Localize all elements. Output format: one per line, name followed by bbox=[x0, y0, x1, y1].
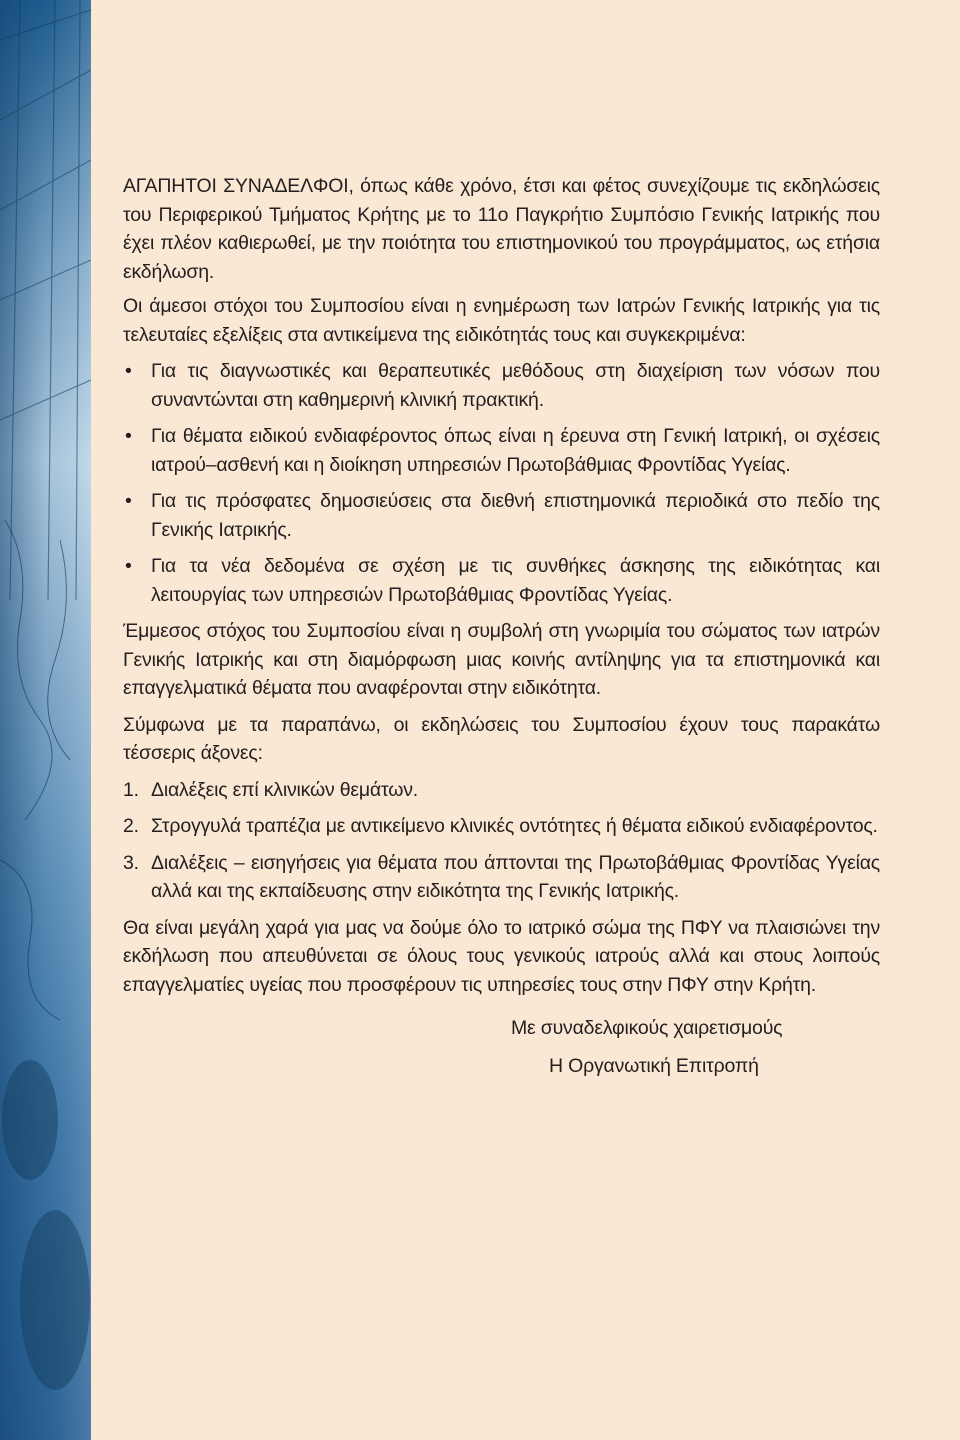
list-item-text: Για τα νέα δεδομένα σε σχέση με τις συνθήκες άσκησης της ειδικότητας και λειτουργίας των υπηρεσιών Πρωτοβάθμιας Φροντίδας Υγείας. bbox=[151, 555, 880, 606]
decorative-side-image bbox=[0, 0, 91, 1440]
list-item-text: Για τις πρόσφατες δημοσιεύσεις στα διεθνή επιστημονικά περιοδικά στο πεδίο της Γενικής Ιατρικής. bbox=[151, 490, 880, 541]
bullet-icon: • bbox=[125, 555, 132, 577]
list-number: 1. bbox=[123, 778, 139, 801]
bullet-icon: • bbox=[125, 425, 132, 447]
list-item-text: Στρογγυλά τραπέζια με αντικείμενο κλινικές οντότητες ή θέματα ειδικού ενδιαφέροντος. bbox=[151, 815, 878, 837]
closing-paragraph: Θα είναι μεγάλη χαρά για μας να δούμε όλο το ιατρικό σώμα της ΠΦΥ να πλαισιώνει την εκδήλωση που απευθύνεται σε όλους τους γενικούς ιατρούς αλλά και στους λοιπούς επαγγελματίες υγείας που προσφέρουν τις υπηρεσίες τους στην ΠΦΥ στην Κρήτη. bbox=[123, 916, 880, 996]
list-item-text: Για τις διαγνωστικές και θεραπευτικές μεθόδους στη διαχείριση των νόσων που συναντώνται στη καθημερινή κλινική πρακτική. bbox=[151, 360, 880, 411]
list-item-text: Για θέματα ειδικού ενδιαφέροντος όπως είναι η έρευνα στη Γενική Ιατρική, οι σχέσεις ιατρού–ασθενή και η διοίκηση υπηρεσιών Πρωτοβάθμιας Φροντίδας Υγείας. bbox=[151, 425, 880, 476]
list-item bbox=[123, 776, 880, 805]
signature: Η Οργανωτική Επιτροπή bbox=[549, 1055, 759, 1077]
axes-list bbox=[123, 776, 880, 906]
list-item-text: Διαλέξεις – εισηγήσεις για θέματα που άπτονται της Πρωτοβάθμιας Φροντίδας Υγείας αλλά και της εκπαίδευσης στην ειδικότητα της Γενικής Ιατρικής. bbox=[151, 851, 880, 902]
signature-block bbox=[123, 1009, 880, 1085]
list-item-text: Διαλέξεις επί κλινικών θεμάτων. bbox=[151, 778, 419, 801]
list-item bbox=[123, 849, 880, 906]
bullet-icon: • bbox=[125, 490, 132, 512]
intro-paragraph: ΑΓΑΠΗΤΟΙ ΣΥΝΑΔΕΛΦΟΙ, όπως κάθε χρόνο, έτσι και φέτος συνεχίζουμε τις εκδηλώσεις του Περιφερικού Τμήματος Κρήτης με το 11ο Παγκρήτιο Συμπόσιο Γενικής Ιατρικής που έχει πλέον καθιερωθεί, με την ποιότητα του επιστημονικού του προγράμματος, ως ετήσια εκδήλωση. bbox=[123, 175, 880, 283]
side-image-graphic bbox=[0, 0, 91, 1440]
list-item bbox=[123, 552, 880, 609]
list-item bbox=[123, 357, 880, 414]
list-item bbox=[123, 422, 880, 479]
list-number: 2. bbox=[123, 815, 139, 837]
salutation: Με συναδελφικούς χαιρετισμούς bbox=[511, 1017, 783, 1039]
letter-body bbox=[123, 172, 880, 1085]
goals-intro-paragraph: Οι άμεσοι στόχοι του Συμποσίου είναι η ενημέρωση των Ιατρών Γενικής Ιατρικής για τις τελευταίες εξελίξεις στα αντικείμενα της ειδικότητάς τους και συγκεκριμένα: bbox=[123, 295, 880, 346]
list-item bbox=[123, 812, 880, 841]
indirect-goal-paragraph: Έμμεσος στόχος του Συμποσίου είναι η συμβολή στη γνωριμία του σώματος των ιατρών Γενικής Ιατρικής και στη διαμόρφωση μιας κοινής αντίληψης για τα επιστημονικά και επαγγελματικά θέματα που αναφέρονται στην ειδικότητα. bbox=[123, 620, 880, 699]
list-item bbox=[123, 487, 880, 544]
goals-list bbox=[123, 357, 880, 609]
list-number: 3. bbox=[123, 851, 139, 874]
axes-intro-paragraph: Σύμφωνα με τα παραπάνω, οι εκδηλώσεις του Συμποσίου έχουν τους παρακάτω τέσσερις άξονες: bbox=[123, 713, 880, 764]
bullet-icon: • bbox=[125, 360, 132, 382]
